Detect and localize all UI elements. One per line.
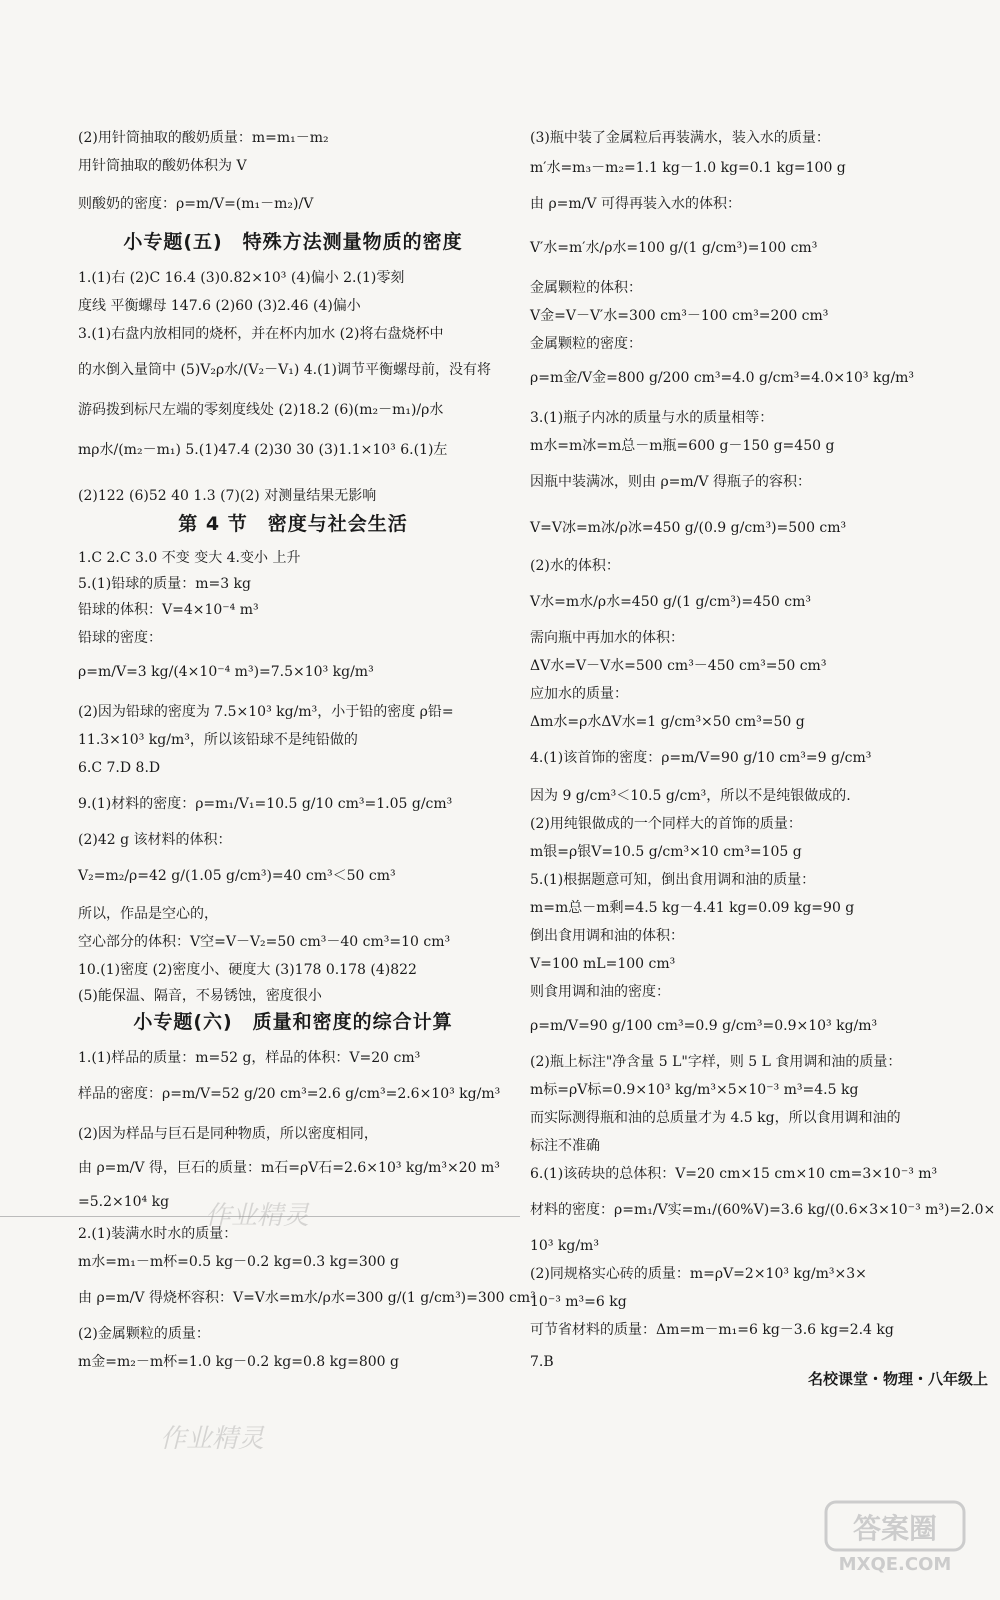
- text-line: 1.C 2.C 3.0 不变 变大 4.变小 上升: [78, 550, 301, 566]
- text-line: 5.(1)根据题意可知，倒出食用调和油的质量：: [530, 872, 816, 888]
- text-line: 铅球的密度：: [78, 630, 162, 646]
- text-line: 9.(1)材料的密度：ρ=m₁/V₁=10.5 g/10 cm³=1.05 g/cm³: [78, 796, 453, 812]
- text-line: mρ水/(m₂－m₁) 5.(1)47.4 (2)30 30 (3)1.1×10³ 6.(1)左: [78, 442, 448, 458]
- text-line: (2)瓶上标注"净含量 5 L"字样，则 5 L 食用调和油的质量：: [530, 1054, 902, 1070]
- text-line: (2)122 (6)52 40 1.3 (7)(2) 对测量结果无影响: [78, 488, 377, 504]
- text-line: 由 ρ=m/V 得烧杯容积：V=V水=m水/ρ水=300 g/(1 g/cm³)=300 cm³: [78, 1290, 536, 1306]
- text-line: (2)因为铅球的密度为 7.5×10³ kg/m³，小于铅的密度 ρ铅=: [78, 704, 454, 720]
- text-line: 因瓶中装满冰，则由 ρ=m/V 得瓶子的容积：: [530, 474, 811, 490]
- text-line: 应加水的质量：: [530, 686, 628, 702]
- text-line: ρ=m/V=3 kg/(4×10⁻⁴ m³)=7.5×10³ kg/m³: [78, 664, 374, 680]
- text-line: 的水倒入量筒中 (5)V₂ρ水/(V₂－V₁) 4.(1)调节平衡螺母前，没有将: [78, 362, 491, 378]
- text-line: 材料的密度：ρ=m₁/V实=m₁/(60%V)=3.6 kg/(0.6×3×10⁻³ m³)=2.0×: [530, 1202, 996, 1218]
- text-line: m金=m₂－m杯=1.0 kg－0.2 kg=0.8 kg=800 g: [78, 1354, 399, 1370]
- text-line: 所以，作品是空心的，: [78, 906, 218, 922]
- text-line: m水=m冰=m总－m瓶=600 g－150 g=450 g: [530, 438, 835, 454]
- text-line: ΔV水=V－V水=500 cm³－450 cm³=50 cm³: [530, 658, 827, 674]
- text-line: 6.(1)该砖块的总体积：V=20 cm×15 cm×10 cm=3×10⁻³ m³: [530, 1166, 938, 1182]
- watermark-text: 作业精灵: [205, 1201, 310, 1231]
- text-line: 1.(1)右 (2)C 16.4 (3)0.82×10³ (4)偏小 2.(1)零刻: [78, 270, 405, 286]
- text-line: ρ=m金/V金=800 g/200 cm³=4.0 g/cm³=4.0×10³ kg/m³: [530, 370, 915, 386]
- text-line: 度线 平衡螺母 147.6 (2)60 (3)2.46 (4)偏小: [78, 298, 361, 314]
- text-line: (2)用针筒抽取的酸奶质量：m=m₁－m₂: [78, 130, 329, 146]
- text-line: 7.B: [530, 1354, 554, 1370]
- text-line: 可节省材料的质量：Δm=m－m₁=6 kg－3.6 kg=2.4 kg: [530, 1322, 894, 1338]
- page-footer: 名校课堂・物理・八年级上: [808, 1370, 989, 1388]
- text-line: ρ=m/V=90 g/100 cm³=0.9 g/cm³=0.9×10³ kg/m³: [530, 1018, 878, 1034]
- text-line: m银=ρ银V=10.5 g/cm³×10 cm³=105 g: [530, 844, 802, 860]
- text-line: 4.(1)该首饰的密度：ρ=m/V=90 g/10 cm³=9 g/cm³: [530, 750, 872, 766]
- text-line: 金属颗粒的体积：: [530, 280, 642, 296]
- text-line: (5)能保温、隔音，不易锈蚀，密度很小: [78, 988, 322, 1004]
- text-line: =5.2×10⁴ kg: [78, 1194, 170, 1210]
- site-logo: [820, 1496, 970, 1576]
- section-heading: 第 4 节 密度与社会生活: [178, 513, 408, 535]
- text-line: V′水=m′水/ρ水=100 g/(1 g/cm³)=100 cm³: [530, 240, 818, 256]
- text-line: 由 ρ=m/V 可得再装入水的体积：: [530, 196, 741, 212]
- text-line: 由 ρ=m/V 得，巨石的质量：m石=ρV石=2.6×10³ kg/m³×20 m³: [78, 1160, 500, 1176]
- text-line: (3)瓶中装了金属粒后再装满水，装入水的质量：: [530, 130, 830, 146]
- text-line: 3.(1)右盘内放相同的烧杯，并在杯内加水 (2)将右盘烧杯中: [78, 326, 444, 342]
- text-line: (2)因为样品与巨石是同种物质，所以密度相同，: [78, 1126, 378, 1142]
- watermark-text-2: 作业精灵: [160, 1424, 265, 1454]
- text-line: (2)水的体积：: [530, 558, 620, 574]
- text-line: 10⁻³ m³=6 kg: [530, 1294, 627, 1310]
- text-line: (2)同规格实心砖的质量：m=ρV=2×10³ kg/m³×3×: [530, 1266, 867, 1282]
- text-line: 金属颗粒的密度：: [530, 336, 642, 352]
- text-line: 因为 9 g/cm³＜10.5 g/cm³，所以不是纯银做成的.: [530, 788, 851, 804]
- text-line: 用针筒抽取的酸奶体积为 V: [78, 158, 247, 174]
- text-line: 3.(1)瓶子内冰的质量与水的质量相等：: [530, 410, 774, 426]
- text-line: 10.(1)密度 (2)密度小、硬度大 (3)178 0.178 (4)822: [78, 962, 417, 978]
- text-line: (2)金属颗粒的质量：: [78, 1326, 210, 1342]
- logo-text: 答案圈: [852, 1512, 938, 1545]
- text-line: m水=m₁－m杯=0.5 kg－0.2 kg=0.3 kg=300 g: [78, 1254, 399, 1270]
- text-line: 1.(1)样品的质量：m=52 g，样品的体积：V=20 cm³: [78, 1050, 421, 1066]
- section-heading: 小专题(五) 特殊方法测量物质的密度: [123, 231, 463, 253]
- text-line: 标注不准确: [530, 1138, 600, 1154]
- section-heading: 小专题(六) 质量和密度的综合计算: [133, 1011, 453, 1033]
- text-line: V=100 mL=100 cm³: [530, 956, 676, 972]
- text-line: 5.(1)铅球的质量：m=3 kg: [78, 576, 251, 592]
- text-line: 样品的密度：ρ=m/V=52 g/20 cm³=2.6 g/cm³=2.6×10³ kg/m³: [78, 1086, 501, 1102]
- text-line: (2)用纯银做成的一个同样大的首饰的质量：: [530, 816, 802, 832]
- text-line: 而实际测得瓶和油的总质量才为 4.5 kg，所以食用调和油的: [530, 1110, 901, 1126]
- text-line: m标=ρV标=0.9×10³ kg/m³×5×10⁻³ m³=4.5 kg: [530, 1082, 859, 1098]
- text-line: 则食用调和油的密度：: [530, 984, 670, 1000]
- text-line: 11.3×10³ kg/m³，所以该铅球不是纯铅做的: [78, 732, 358, 748]
- text-line: 铅球的体积：V=4×10⁻⁴ m³: [78, 602, 259, 618]
- text-line: V金=V－V′水=300 cm³－100 cm³=200 cm³: [530, 308, 829, 324]
- text-line: Δm水=ρ水ΔV水=1 g/cm³×50 cm³=50 g: [530, 714, 805, 730]
- text-line: (2)42 g 该材料的体积：: [78, 832, 232, 848]
- logo-icon: [820, 1496, 970, 1576]
- text-line: 6.C 7.D 8.D: [78, 760, 161, 776]
- logo-url: MXQE.COM: [838, 1554, 952, 1575]
- text-line: 游码拨到标尺左端的零刻度线处 (2)18.2 (6)(m₂－m₁)/ρ水: [78, 402, 444, 418]
- text-line: 2.(1)装满水时水的质量：: [78, 1226, 238, 1242]
- text-line: 需向瓶中再加水的体积：: [530, 630, 684, 646]
- text-line: V₂=m₂/ρ=42 g/(1.05 g/cm³)=40 cm³＜50 cm³: [78, 868, 396, 884]
- text-line: m′水=m₃－m₂=1.1 kg－1.0 kg=0.1 kg=100 g: [530, 160, 846, 176]
- text-line: V=V冰=m冰/ρ冰=450 g/(0.9 g/cm³)=500 cm³: [530, 520, 847, 536]
- text-line: 倒出食用调和油的体积：: [530, 928, 684, 944]
- text-line: V水=m水/ρ水=450 g/(1 g/cm³)=450 cm³: [530, 594, 811, 610]
- text-line: m=m总－m剩=4.5 kg－4.41 kg=0.09 kg=90 g: [530, 900, 855, 916]
- text-line: 空心部分的体积：V空=V－V₂=50 cm³－40 cm³=10 cm³: [78, 934, 451, 950]
- text-line: 10³ kg/m³: [530, 1238, 599, 1254]
- text-line: 则酸奶的密度：ρ=m/V=(m₁－m₂)/V: [78, 196, 314, 212]
